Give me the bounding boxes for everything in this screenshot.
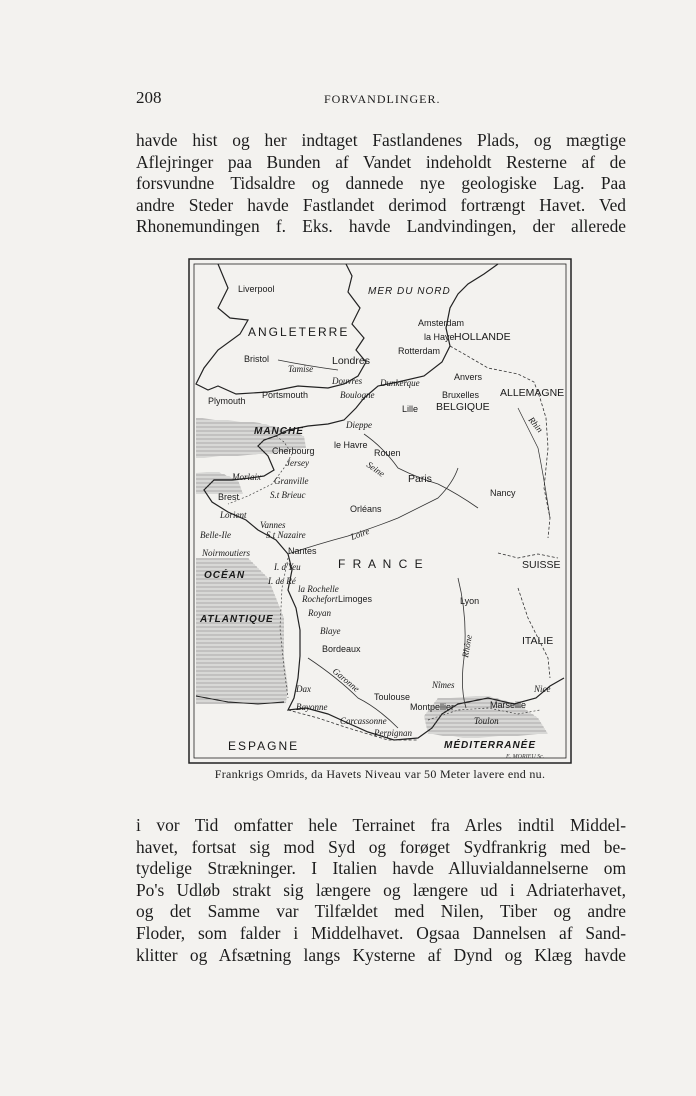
city-label: Liverpool bbox=[238, 284, 275, 294]
river-label: Loire bbox=[349, 525, 371, 542]
city-label: Morlaix bbox=[232, 472, 261, 482]
city-label: Noirmoutiers bbox=[202, 548, 251, 558]
country-label: BELGIQUE bbox=[436, 401, 490, 413]
engraver-signature: E. MORIEU Sc. bbox=[506, 754, 545, 760]
paragraph-bottom bbox=[136, 815, 626, 966]
city-label: Lille bbox=[402, 404, 419, 414]
city-label: Rochefort bbox=[302, 594, 338, 604]
text-line: i vor Tid omfatter hele Terrainet fra Arles indtil Middel- bbox=[136, 815, 626, 835]
page-number: 208 bbox=[136, 88, 162, 107]
country-label: ALLEMAGNE bbox=[500, 387, 565, 399]
map-figure bbox=[188, 258, 572, 764]
city-label: Granville bbox=[274, 476, 309, 486]
country-label: ANGLETERRE bbox=[248, 325, 350, 339]
city-label: Cherbourg bbox=[272, 446, 315, 456]
country-label: F R A N C E bbox=[338, 557, 425, 571]
city-label: Orléans bbox=[350, 504, 382, 514]
text-line: Po's Udløb strakt sig længere og længere ud i Adriaterhavet, bbox=[136, 879, 626, 900]
river-label: Rhin bbox=[526, 414, 546, 435]
river-label: Seine bbox=[364, 459, 387, 479]
map-engraving bbox=[188, 258, 572, 764]
city-label: Royan bbox=[308, 608, 331, 618]
country-label: ITALIE bbox=[522, 635, 554, 647]
city-label: Belle-Ile bbox=[200, 530, 231, 540]
city-label: Londres bbox=[332, 355, 370, 367]
city-label: Dunkerque bbox=[380, 378, 420, 388]
city-label: Anvers bbox=[454, 372, 483, 382]
river-label: Tamise bbox=[288, 364, 314, 374]
city-label: Boulogne bbox=[340, 390, 375, 400]
city-label: Rotterdam bbox=[398, 346, 441, 356]
sea-label: MÉDITERRANÉE bbox=[444, 740, 537, 751]
city-label: Vannes bbox=[260, 520, 286, 530]
city-label: Carcassonne bbox=[340, 716, 387, 726]
page-header bbox=[136, 88, 626, 112]
city-label: Rouen bbox=[374, 448, 401, 458]
city-label: Dax bbox=[296, 684, 311, 694]
country-label: HOLLANDE bbox=[454, 331, 511, 343]
text-line: Aflejringer paa Bunden af Vandet indeholdt Resterne af de bbox=[136, 151, 626, 172]
text-line: andre Steder havde Fastlandet derimod fortrængt Havet. Ved bbox=[136, 194, 626, 215]
river-label: Garonne bbox=[330, 665, 362, 694]
sea-label: MER DU NORD bbox=[368, 286, 451, 297]
city-label: Bristol bbox=[244, 354, 270, 364]
city-label: Bordeaux bbox=[322, 644, 361, 654]
city-label: Portsmouth bbox=[262, 390, 309, 400]
paragraph-top bbox=[136, 130, 626, 238]
city-label: Nice bbox=[534, 684, 551, 694]
text-line: havet, fortsat sig mod Syd og forøget Sydfrankrig med be- bbox=[136, 836, 626, 857]
city-label: S.t Nazaire bbox=[266, 530, 306, 540]
city-label: Douvres bbox=[332, 376, 363, 386]
city-label: Marseille bbox=[490, 700, 527, 710]
city-label: Nîmes bbox=[432, 680, 455, 690]
country-label: SUISSE bbox=[522, 559, 561, 571]
city-label: Nancy bbox=[490, 488, 516, 498]
city-label: la Haye bbox=[424, 332, 455, 342]
city-label: I. d'Yeu bbox=[274, 562, 301, 572]
text-line: havde hist og her indtaget Fastlandenes Plads, og mægtige bbox=[136, 130, 626, 150]
city-label: I. de Ré bbox=[268, 576, 296, 586]
city-label: Amsterdam bbox=[418, 318, 465, 328]
city-label: Lorient bbox=[220, 510, 247, 520]
city-label: Lyon bbox=[460, 596, 480, 606]
city-label: Dieppe bbox=[346, 420, 372, 430]
city-label: Toulon bbox=[474, 716, 499, 726]
city-label: Blaye bbox=[320, 626, 341, 636]
text-line: Rhonemundingen f. Eks. havde Landvindingen, der allerede bbox=[136, 216, 626, 237]
sea-label: MANCHE bbox=[254, 426, 304, 437]
sea-label: OCÉAN bbox=[204, 570, 246, 581]
city-label: Bruxelles bbox=[442, 390, 480, 400]
city-label: S.t Brieuc bbox=[270, 490, 306, 500]
country-label: ESPAGNE bbox=[228, 739, 300, 753]
text-line: forsvundne Tidsaldre og dannede nye geologiske Lag. Paa bbox=[136, 173, 626, 194]
figure-caption: Frankrigs Omrids, da Havets Niveau var 50 Meter lavere end nu. bbox=[214, 767, 546, 781]
city-label: Bayonne bbox=[296, 702, 328, 712]
text-line: tydelige Strækninger. I Italien havde Alluvialdannelserne om bbox=[136, 858, 626, 879]
running-title: FORVANDLINGER. bbox=[324, 92, 441, 106]
sea-label: ATLANTIQUE bbox=[200, 614, 274, 625]
city-label: Plymouth bbox=[208, 396, 246, 406]
city-label: le Havre bbox=[334, 440, 368, 450]
text-line: og det Samme var Tilfældet med Nilen, Tiber og andre bbox=[136, 901, 626, 922]
city-label: Limoges bbox=[338, 594, 373, 604]
city-label: Jersey bbox=[286, 458, 309, 468]
text-line: Floder, som falder i Middelhavet. Ogsaa Dannelsen af Sand- bbox=[136, 922, 626, 943]
city-label: Montpellier bbox=[410, 702, 455, 712]
text-line: klitter og Afsætning langs Kysterne af Dynd og Klæg havde bbox=[136, 944, 626, 965]
city-label: Perpignan bbox=[374, 728, 412, 738]
city-label: Nantes bbox=[288, 546, 317, 556]
city-label: Paris bbox=[408, 473, 432, 485]
city-label: Brest bbox=[218, 492, 240, 502]
city-label: la Rochelle bbox=[298, 584, 339, 594]
river-label: Rhône bbox=[460, 633, 474, 659]
city-label: Toulouse bbox=[374, 692, 411, 702]
